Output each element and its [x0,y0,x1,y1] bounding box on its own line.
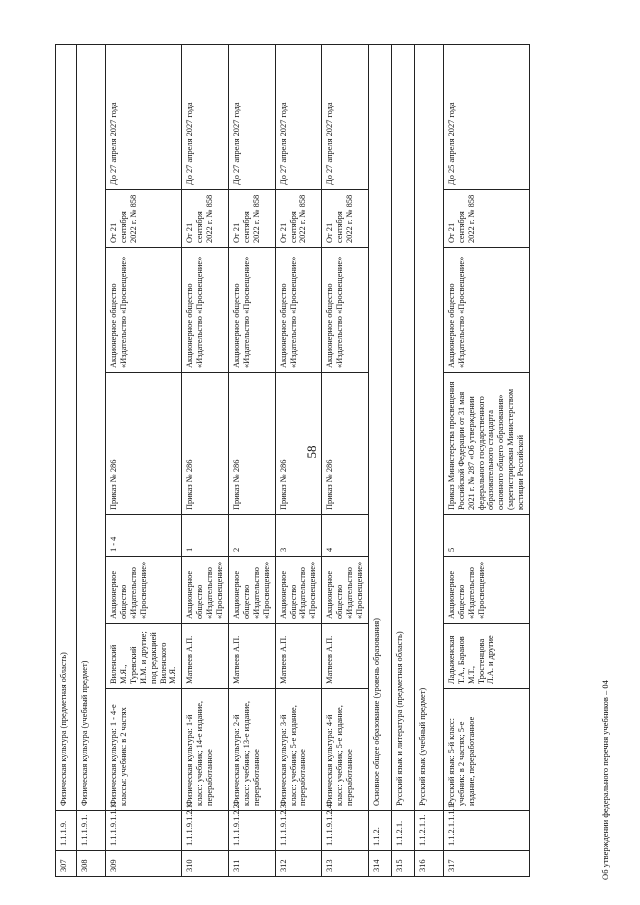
publisher-cell: Акционерное общество «Издательство «Просвещение» [106,557,182,624]
rotated-table-wrapper [55,45,526,877]
table-row [77,44,106,876]
table-row [228,44,275,876]
table-row [56,44,77,876]
organization-cell: Акционерное общество «Издательство «Просвещение» [228,248,275,373]
author-cell: Матвеев А.П. [228,624,275,689]
grade-cell: 1 - 4 [106,515,182,557]
row-number-cell: 312 [275,851,322,877]
publisher-cell: Акционерное общество «Издательство «Просвещение» [275,557,322,624]
section-title-cell: Основное общее образование (уровень образования) [368,44,391,810]
row-number-cell: 311 [228,851,275,877]
author-cell: Матвеев А.П. [275,624,322,689]
valid-until-cell: До 27 апреля 2027 года [322,44,369,189]
table-row [275,44,322,876]
author-cell: Ладыженская Т.А., Баранов М.Т., Тростенцова Л.А. и другие [443,624,529,689]
valid-until-cell: До 27 апреля 2027 года [182,44,229,189]
row-number-cell: 308 [77,851,106,877]
organization-cell: Акционерное общество «Издательство «Просвещение» [443,248,529,373]
author-cell: Виленский М.Я., Туревский И.М. и другие; под редакцией Виленского М.Я. [106,624,182,689]
page-number: 58 [304,445,319,459]
order-cell: Приказ № 286 [275,373,322,515]
grade-cell: 5 [443,515,529,557]
page-footer: Об утверждении федерального перечня учебников – 04 [600,680,610,880]
row-number-cell: 314 [368,851,391,877]
inclusion-date-cell: От 21 сентября 2022 г. № 858 [106,190,182,248]
textbook-title-cell: Физическая культура: 3-й класс: учебник; 5-е издание, переработанное [275,689,322,811]
table-row [322,44,369,876]
author-cell: Матвеев А.П. [182,624,229,689]
section-title-cell: Русский язык и литература (предметная область) [391,44,414,810]
table-row [443,44,529,876]
publisher-cell: Акционерное общество «Издательство «Просвещение» [182,557,229,624]
textbook-list-table [55,44,530,877]
author-cell: Матвеев А.П. [322,624,369,689]
grade-cell: 1 [182,515,229,557]
organization-cell: Акционерное общество «Издательство «Просвещение» [182,248,229,373]
row-code-cell: 1.1.1.9.1.2.2. [228,811,275,851]
row-code-cell: 1.1.1.9.1.1.1. [106,811,182,851]
grade-cell: 4 [322,515,369,557]
table-row [106,44,182,876]
order-cell: Приказ № 286 [182,373,229,515]
section-title-cell: Физическая культура (предметная область) [56,44,77,810]
textbook-title-cell: Физическая культура: 2-й класс: учебник; 13-е издание, переработанное [228,689,275,811]
row-code-cell: 1.1.2.1.1.1.1. [443,811,529,851]
row-number-cell: 313 [322,851,369,877]
publisher-cell: Акционерное общество «Издательство «Просвещение» [228,557,275,624]
organization-cell: Акционерное общество «Издательство «Просвещение» [106,248,182,373]
row-code-cell: 1.1.2. [368,811,391,851]
textbook-title-cell: Русский язык: 5-й класс: учебник: в 2 частях; 5-е издание, переработанное [443,689,529,811]
section-title-cell: Русский язык (учебный предмет) [414,44,443,810]
row-number-cell: 315 [391,851,414,877]
row-number-cell: 309 [106,851,182,877]
table-row [182,44,229,876]
order-cell: Приказ № 286 [322,373,369,515]
inclusion-date-cell: От 21 сентября 2022 г. № 858 [182,190,229,248]
table-row [414,44,443,876]
table-row [368,44,391,876]
organization-cell: Акционерное общество «Издательство «Просвещение» [322,248,369,373]
inclusion-date-cell: От 21 сентября 2022 г. № 858 [228,190,275,248]
row-code-cell: 1.1.1.9.1. [77,811,106,851]
valid-until-cell: До 27 апреля 2027 года [106,44,182,189]
publisher-cell: Акционерное общество «Издательство «Просвещение» [443,557,529,624]
row-number-cell: 316 [414,851,443,877]
order-cell: Приказ № 286 [106,373,182,515]
row-code-cell: 1.1.1.9. [56,811,77,851]
row-number-cell: 310 [182,851,229,877]
inclusion-date-cell: От 21 сентября 2022 г. № 858 [322,190,369,248]
inclusion-date-cell: От 21 сентября 2022 г. № 858 [443,190,529,248]
textbook-title-cell: Физическая культура: 1 - 4-е классы: учебник: в 2 частях [106,689,182,811]
publisher-cell: Акционерное общество «Издательство «Просвещение» [322,557,369,624]
grade-cell: 3 [275,515,322,557]
order-cell: Приказ Министерства просвещения Российской Федерации от 31 мая 2021 г. № 287 «Об утверждении федерального государственного образовательного стандарта основного общего образования» (зарегистрирован Министерством юстиции Российской [443,373,529,515]
row-number-cell: 307 [56,851,77,877]
grade-cell: 2 [228,515,275,557]
textbook-title-cell: Физическая культура: 4-й класс: учебник; 5-е издание, переработанное [322,689,369,811]
row-number-cell: 317 [443,851,529,877]
textbook-title-cell: Физическая культура: 1-й класс: учебник; 14-е издание, переработанное [182,689,229,811]
table-row [391,44,414,876]
section-title-cell: Физическая культура (учебный предмет) [77,44,106,810]
row-code-cell: 1.1.1.9.1.2.4. [322,811,369,851]
order-cell: Приказ № 286 [228,373,275,515]
row-code-cell: 1.1.2.1. [391,811,414,851]
row-code-cell: 1.1.1.9.1.2.1. [182,811,229,851]
row-code-cell: 1.1.2.1.1. [414,811,443,851]
inclusion-date-cell: От 21 сентября 2022 г. № 858 [275,190,322,248]
valid-until-cell: До 25 апреля 2027 года [443,44,529,189]
organization-cell: Акционерное общество «Издательство «Просвещение» [275,248,322,373]
valid-until-cell: До 27 апреля 2027 года [228,44,275,189]
row-code-cell: 1.1.1.9.1.2.3. [275,811,322,851]
valid-until-cell: До 27 апреля 2027 года [275,44,322,189]
table-body [56,44,530,876]
